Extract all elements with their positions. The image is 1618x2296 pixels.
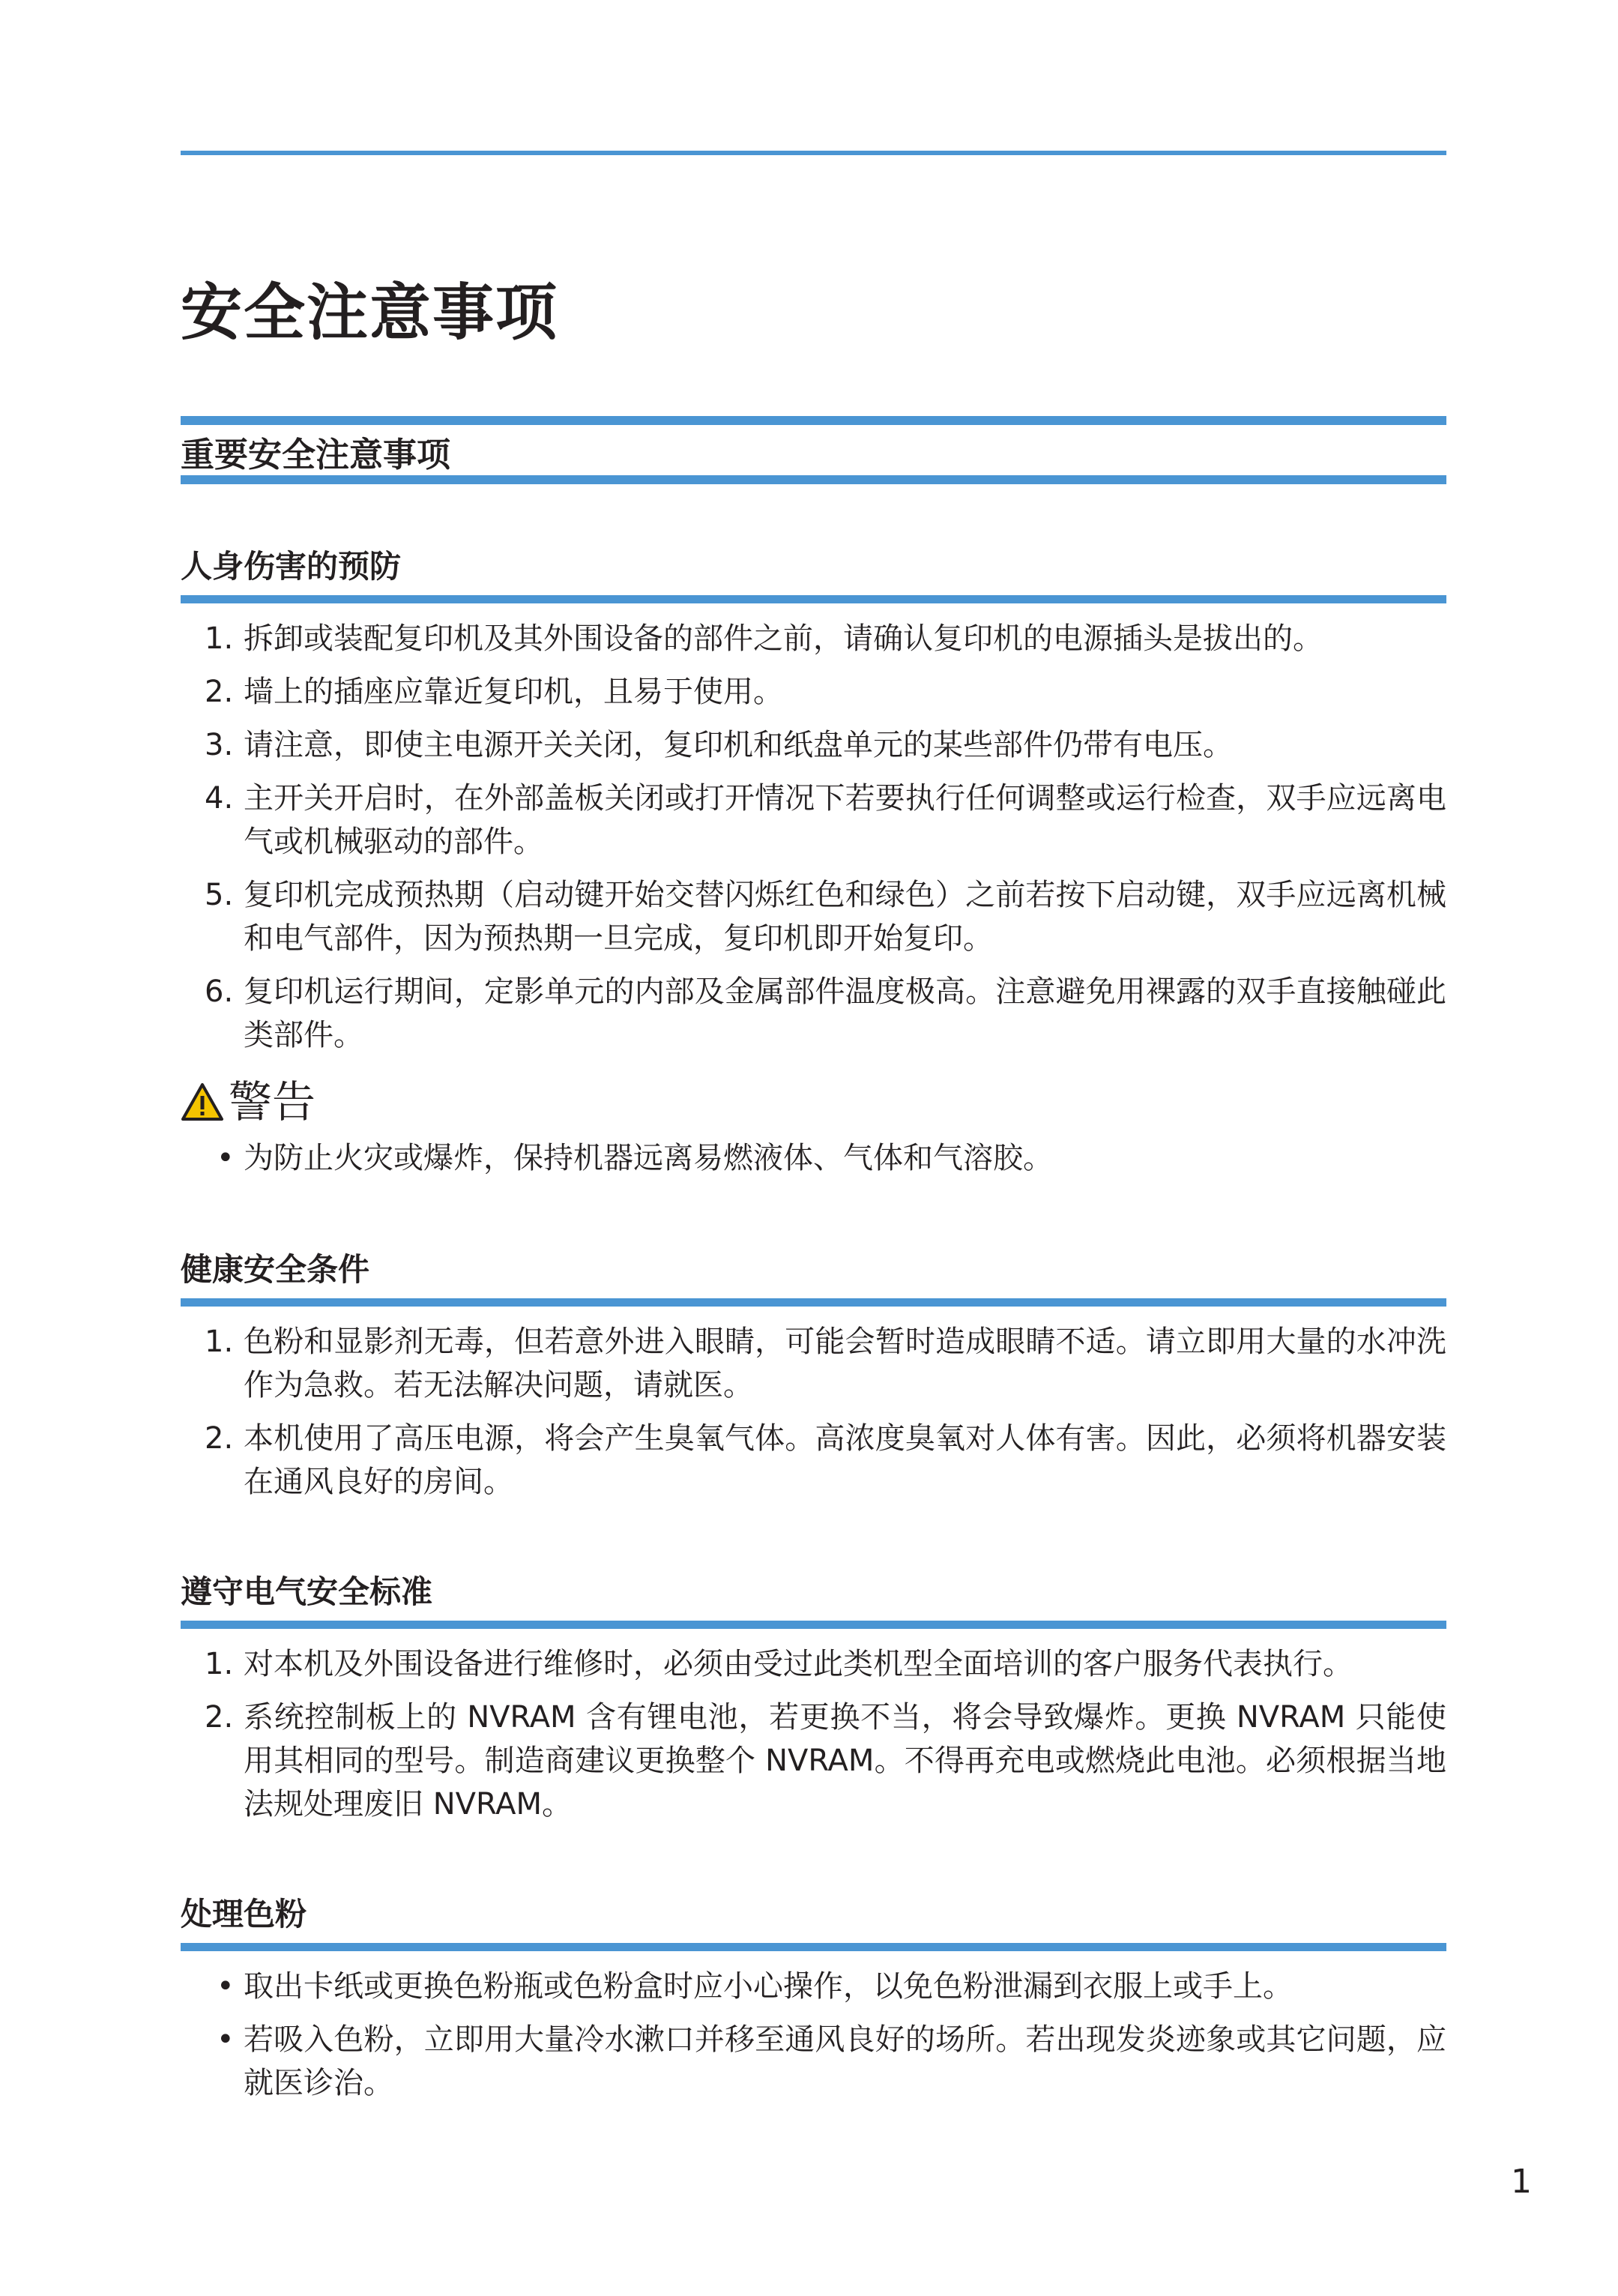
list-item xyxy=(181,1417,1446,1504)
personal-injury-section xyxy=(181,546,1446,1067)
section-header-box xyxy=(181,416,1446,484)
health-safety-list xyxy=(181,1320,1446,1504)
list-item xyxy=(181,617,1446,660)
bullet: • xyxy=(217,1141,235,1175)
top-rule xyxy=(181,151,1446,155)
list-item xyxy=(181,723,1446,767)
item-number: 2. xyxy=(205,1421,234,1456)
list-item xyxy=(181,1320,1446,1407)
electrical-safety-title: 遵守电气安全标准 xyxy=(181,1571,1446,1629)
item-text: 为防止火灾或爆炸，保持机器远离易燃液体、气体和气溶胶。 xyxy=(244,1141,1053,1175)
item-number: 2. xyxy=(205,675,234,709)
toner-handling-section xyxy=(181,1893,1446,2115)
list-item xyxy=(181,1696,1446,1826)
warning-header xyxy=(181,1070,1446,1133)
list-item xyxy=(181,1642,1446,1686)
item-text: 主开关开启时，在外部盖板关闭或打开情况下若要执行任何调整或运行检查，双手应远离电气或机械驱动的部件。 xyxy=(244,781,1446,859)
toner-handling-title: 处理色粉 xyxy=(181,1893,1446,1951)
health-safety-title: 健康安全条件 xyxy=(181,1249,1446,1307)
item-number: 2. xyxy=(205,1700,234,1735)
list-item xyxy=(181,970,1446,1057)
warning-title: 警告 xyxy=(229,1076,316,1127)
health-safety-section xyxy=(181,1249,1446,1513)
item-text: 色粉和显影剂无毒，但若意外进入眼睛，可能会暂时造成眼睛不适。请立即用大量的水冲洗作为急救。若无法解决问题，请就医。 xyxy=(244,1325,1446,1402)
list-item xyxy=(181,670,1446,714)
list-item xyxy=(181,2018,1446,2105)
item-number: 1. xyxy=(205,1325,234,1359)
warning-triangle-icon xyxy=(181,1082,224,1121)
item-number: 4. xyxy=(205,781,234,816)
personal-injury-list xyxy=(181,617,1446,1057)
item-text: 请注意，即使主电源开关关闭，复印机和纸盘单元的某些部件仍带有电压。 xyxy=(244,728,1233,762)
electrical-safety-section xyxy=(181,1571,1446,1836)
item-text: 复印机运行期间，定影单元的内部及金属部件温度极高。注意避免用裸露的双手直接触碰此类部件。 xyxy=(244,974,1446,1052)
toner-handling-list xyxy=(181,1965,1446,2105)
item-number: 1. xyxy=(205,621,234,656)
personal-injury-title: 人身伤害的预防 xyxy=(181,546,1446,603)
item-number: 3. xyxy=(205,728,234,762)
item-text: 取出卡纸或更换色粉瓶或色粉盒时应小心操作，以免色粉泄漏到衣服上或手上。 xyxy=(244,1969,1293,2004)
item-text: 若吸入色粉，立即用大量冷水漱口并移至通风良好的场所。若出现发炎迹象或其它问题，应就医诊治。 xyxy=(244,2022,1446,2100)
section-title: 重要安全注意事项 xyxy=(181,435,451,474)
list-item xyxy=(181,777,1446,864)
page-number: 1 xyxy=(1511,2163,1532,2201)
warning-list xyxy=(181,1136,1446,1180)
item-text: 系统控制板上的 NVRAM 含有锂电池，若更换不当，将会导致爆炸。更换 NVRAM 只能使用其相同的型号。制造商建议更换整个 NVRAM。不得再充电或燃烧此电池。必须根据当地法规处理废旧 NVRAM。 xyxy=(244,1700,1446,1822)
item-number: 1. xyxy=(205,1647,234,1681)
list-item xyxy=(181,1965,1446,2008)
item-number: 6. xyxy=(205,974,234,1009)
item-text: 拆卸或装配复印机及其外围设备的部件之前，请确认复印机的电源插头是拔出的。 xyxy=(244,621,1323,656)
item-text: 复印机完成预热期（启动键开始交替闪烁红色和绿色）之前若按下启动键，双手应远离机械和电气部件，因为预热期一旦完成，复印机即开始复印。 xyxy=(244,878,1446,956)
electrical-safety-list xyxy=(181,1642,1446,1826)
item-text: 本机使用了高压电源，将会产生臭氧气体。高浓度臭氧对人体有害。因此，必须将机器安装在通风良好的房间。 xyxy=(244,1421,1446,1499)
item-number: 5. xyxy=(205,878,234,912)
warning-block xyxy=(181,1070,1446,1190)
bullet: • xyxy=(217,2022,235,2057)
bullet: • xyxy=(217,1969,235,2004)
list-item xyxy=(181,873,1446,960)
list-item xyxy=(181,1136,1446,1180)
item-text: 墙上的插座应靠近复印机，且易于使用。 xyxy=(244,675,783,709)
page-title: 安全注意事项 xyxy=(181,277,559,349)
item-text: 对本机及外围设备进行维修时，必须由受过此类机型全面培训的客户服务代表执行。 xyxy=(244,1647,1353,1681)
